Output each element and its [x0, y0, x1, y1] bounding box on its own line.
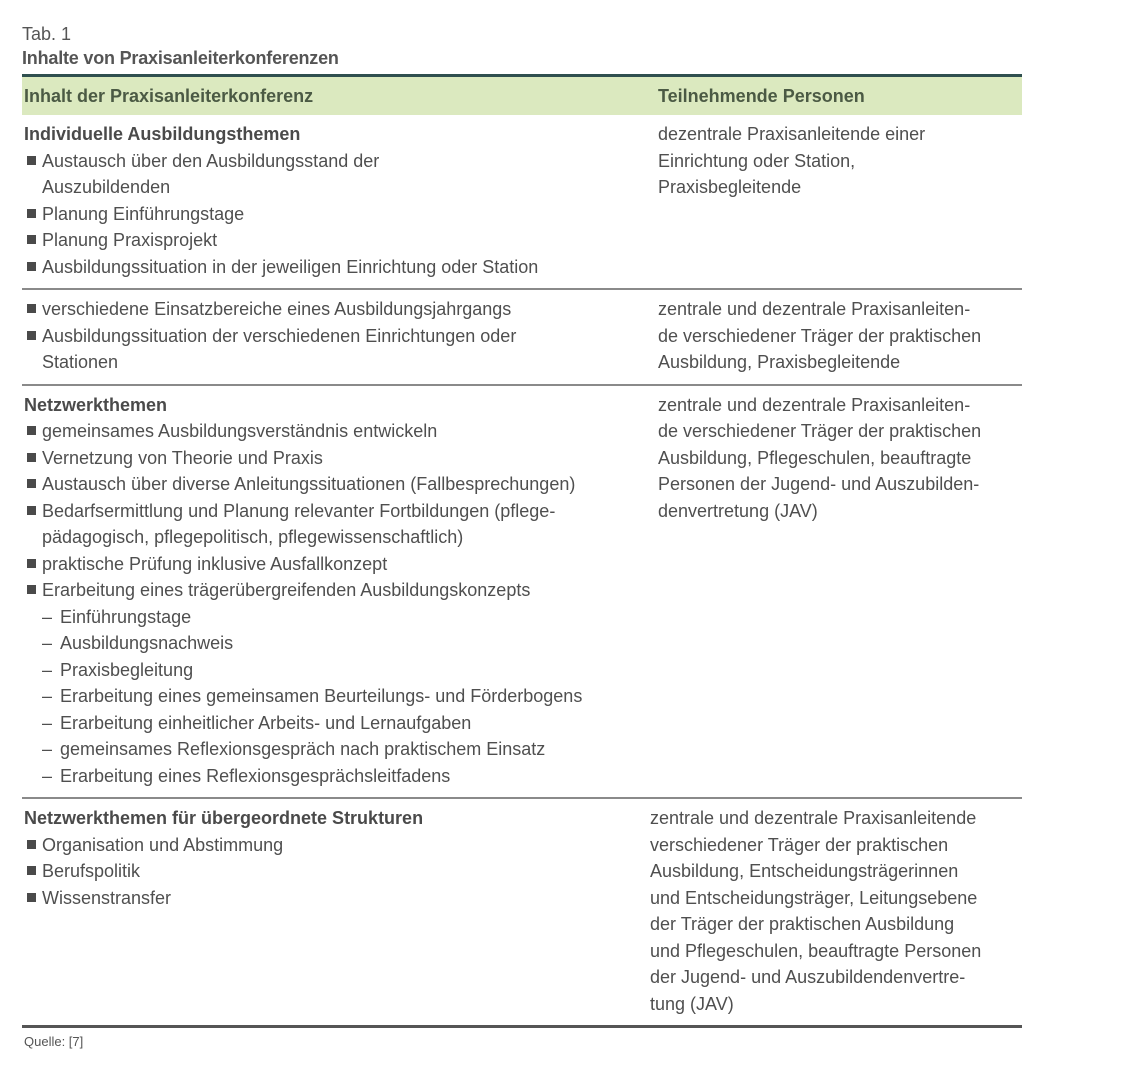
participants-cell [658, 392, 1022, 790]
list-item: gemeinsames Ausbildungsverständnis entwickeln [24, 418, 658, 445]
bullet-square-icon [27, 209, 36, 218]
sub-list-item: – Einführungstage [24, 604, 658, 631]
list-item: Austausch über den Ausbildungsstand der [24, 148, 658, 175]
table-header [22, 77, 1022, 115]
bullet-square-icon [27, 262, 36, 271]
list-item: praktische Prüfung inklusive Ausfallkonzept [24, 551, 658, 578]
source-note: Quelle: [7] [24, 1034, 84, 1049]
dash-icon: – [42, 739, 53, 759]
participants-line: Ausbildung, Praxisbegleitende [658, 352, 901, 372]
dash-icon: – [42, 765, 53, 786]
section-title: Netzwerkthemen [24, 394, 168, 415]
dash-icon: – [42, 606, 53, 627]
bullet-square-icon [27, 585, 36, 594]
section-title: Netzwerkthemen für übergeordnete Strukturen [24, 808, 424, 828]
bullet-square-icon [27, 331, 36, 340]
participants-line: de verschiedener Träger der praktischen [658, 421, 982, 441]
content-cell [22, 296, 658, 376]
participants-line: verschiedener Träger der praktischen [650, 834, 949, 855]
bullet-square-icon [27, 304, 36, 313]
participants-line: zentrale und dezentrale Praxisanleiten- [658, 299, 971, 319]
table-row [22, 799, 1022, 1028]
participants-line: der Träger der praktischen Ausbildung [650, 914, 955, 934]
header-content: Inhalt der Praxisanleiterkonferenz [24, 85, 314, 106]
list-item: Austausch über diverse Anleitungssituationen (Fallbesprechungen) [24, 471, 658, 498]
participants-line: und Entscheidungsträger, Leitungsebene [650, 887, 978, 908]
participants-line: zentrale und dezentrale Praxisanleitende [650, 808, 977, 828]
table-row [22, 386, 1022, 800]
dash-icon: – [42, 659, 53, 680]
participants-line: Praxisbegleitende [658, 177, 802, 197]
participants-line: de verschiedener Träger der praktischen [658, 325, 982, 346]
table-label: Tab. 1 [22, 24, 72, 44]
content-cell [22, 805, 658, 1017]
sub-list-item: – Praxisbegleitung [24, 657, 658, 684]
list-item: Bedarfsermittlung und Planung relevanter Fortbildungen (pflege- [24, 498, 658, 525]
list-item: Wissenstransfer [24, 885, 658, 912]
bullet-square-icon [27, 426, 36, 435]
participants-line: und Pflegeschulen, beauftragte Personen [650, 940, 982, 961]
participants-line: tung (JAV) [650, 993, 734, 1014]
list-item-continuation: Auszubildenden [42, 177, 171, 197]
bullet-square-icon [27, 866, 36, 875]
participants-line: zentrale und dezentrale Praxisanleiten- [658, 394, 971, 415]
table-title: Inhalte von Praxisanleiterkonferenzen [22, 48, 339, 68]
list-item: Berufspolitik [24, 858, 658, 885]
participants-line: denvertretung (JAV) [658, 500, 818, 521]
bullet-square-icon [27, 235, 36, 244]
bullet-square-icon [27, 156, 36, 165]
participants-line: dezentrale Praxisanleitende einer [658, 124, 926, 144]
dash-icon: – [42, 633, 53, 653]
list-item: Planung Einführungstage [24, 201, 658, 228]
participants-cell [658, 296, 1022, 376]
participants-cell [650, 805, 1022, 1017]
table-figure [22, 22, 1022, 1049]
list-item: Ausbildungssituation der verschiedenen Einrichtungen oder [24, 323, 658, 350]
sub-list-item: – Erarbeitung einheitlicher Arbeits- und Lernaufgaben [24, 710, 658, 737]
participants-line: Einrichtung oder Station, [658, 150, 856, 171]
participants-line: Ausbildung, Entscheidungsträgerinnen [650, 861, 959, 881]
dash-icon: – [42, 712, 53, 733]
section-title: Individuelle Ausbildungsthemen [24, 124, 301, 144]
list-item: Organisation und Abstimmung [24, 832, 658, 859]
list-item: Erarbeitung eines trägerübergreifenden Ausbildungskonzepts [24, 577, 658, 604]
sub-list-item: – gemeinsames Reflexionsgespräch nach praktischem Einsatz [24, 736, 658, 763]
header-participants: Teilnehmende Personen [658, 85, 865, 106]
table-row [22, 115, 1022, 290]
dash-icon: – [42, 686, 53, 706]
bullet-square-icon [27, 559, 36, 568]
list-item-continuation: Stationen [42, 352, 119, 372]
table-row [22, 290, 1022, 386]
sub-list-item: – Erarbeitung eines gemeinsamen Beurteilungs- und Förderbogens [24, 683, 658, 710]
participants-line: Personen der Jugend- und Auszubilden- [658, 474, 980, 494]
list-item: verschiedene Einsatzbereiche eines Ausbildungsjahrgangs [24, 296, 658, 323]
sub-list-item: – Ausbildungsnachweis [24, 630, 658, 657]
participants-cell [658, 121, 1022, 280]
content-cell [22, 392, 658, 790]
list-item: Vernetzung von Theorie und Praxis [24, 445, 658, 472]
list-item: Ausbildungssituation in der jeweiligen Einrichtung oder Station [24, 254, 658, 281]
bullet-square-icon [27, 840, 36, 849]
bullet-square-icon [27, 453, 36, 462]
participants-line: Ausbildung, Pflegeschulen, beauftragte [658, 447, 972, 468]
bullet-square-icon [27, 479, 36, 488]
bullet-square-icon [27, 506, 36, 515]
list-item: Planung Praxisprojekt [24, 227, 658, 254]
list-item-continuation: pädagogisch, pflegepolitisch, pflegewissenschaftlich) [42, 527, 464, 547]
sub-list-item: – Erarbeitung eines Reflexionsgesprächsleitfadens [24, 763, 658, 790]
content-cell [22, 121, 658, 280]
participants-line: der Jugend- und Auszubildendenvertre- [650, 967, 966, 987]
bullet-square-icon [27, 893, 36, 902]
